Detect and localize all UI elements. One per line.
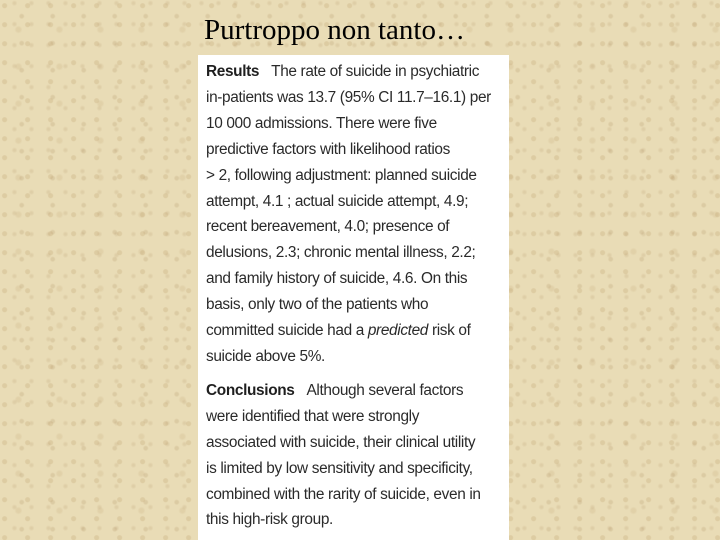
conclusions-line: this high-risk group. <box>206 511 333 529</box>
conclusions-line: associated with suicide, their clinical utility <box>206 433 476 451</box>
results-line: and family history of suicide, 4.6. On this <box>206 270 468 288</box>
results-line: suicide above 5%. <box>206 347 325 365</box>
predicted-emphasis: predicted <box>367 322 429 340</box>
results-text: committed suicide had a <box>206 322 368 340</box>
results-line: > 2, following adjustment: planned suicide <box>206 166 477 184</box>
results-text: The rate of suicide in psychiatric <box>271 63 480 80</box>
results-line: delusions, 2.3; chronic mental illness, 2.2; <box>206 244 476 262</box>
results-line: 10 000 admissions. There were five <box>206 114 437 132</box>
conclusions-line: were identified that were strongly <box>206 407 420 425</box>
results-text: risk of <box>428 322 471 340</box>
section-gap <box>206 370 509 378</box>
results-line: in-patients was 13.7 (95% CI 11.7–16.1) per <box>206 88 491 106</box>
results-heading: Results <box>206 63 260 80</box>
results-italic-line <box>206 318 509 344</box>
results-first-line <box>206 59 509 85</box>
results-line: recent bereavement, 4.0; presence of <box>206 218 450 236</box>
conclusions-line: combined with the rarity of suicide, even in <box>206 485 481 503</box>
conclusions-heading: Conclusions <box>206 381 295 399</box>
conclusions-text: Although several factors <box>306 381 464 399</box>
results-line: attempt, 4.1 ; actual suicide attempt, 4.9; <box>206 192 469 210</box>
conclusions-first-line <box>206 378 509 404</box>
results-line: basis, only two of the patients who <box>206 296 429 314</box>
conclusions-line: is limited by low sensitivity and specificity, <box>206 459 473 477</box>
abstract-excerpt <box>198 55 509 540</box>
results-line: predictive factors with likelihood ratios <box>206 140 450 158</box>
slide-title: Purtroppo non tanto… <box>204 14 465 46</box>
